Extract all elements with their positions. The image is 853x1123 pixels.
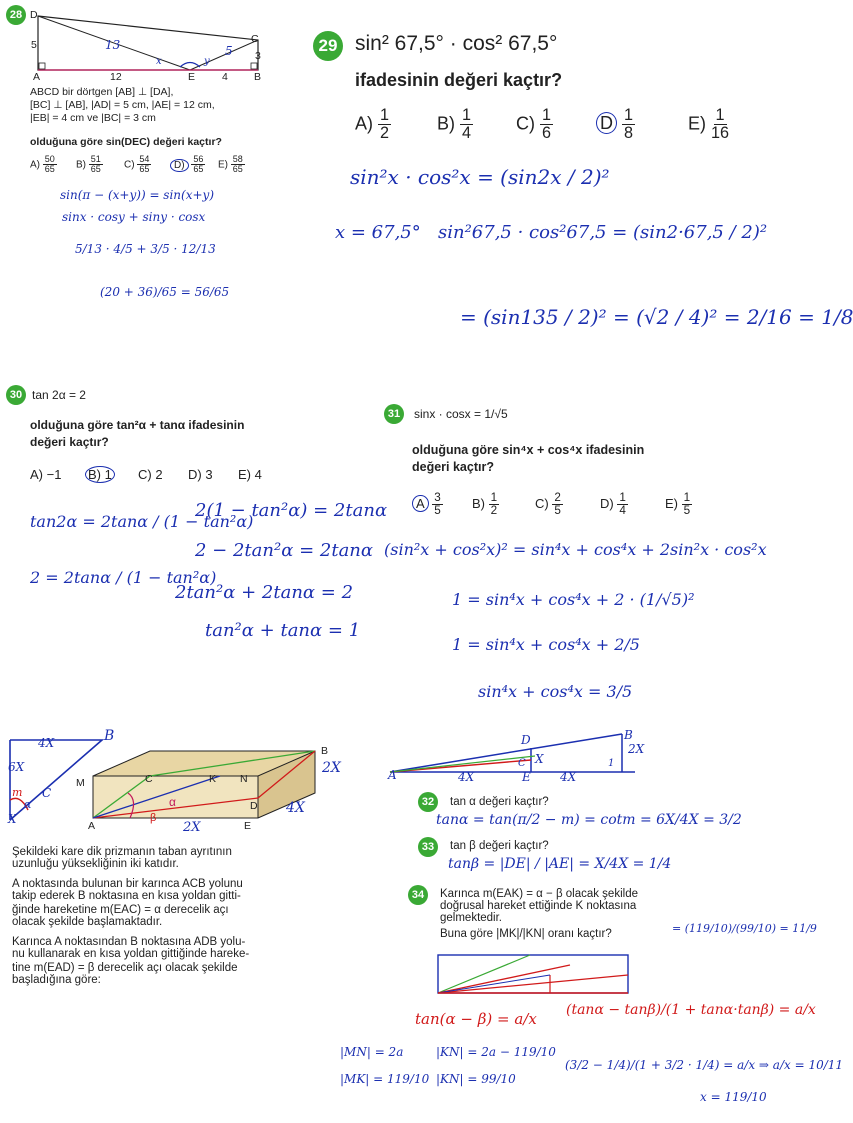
prism-label-b: B bbox=[321, 745, 329, 757]
sketch2-label-d: D bbox=[521, 733, 531, 747]
q28-work-3: 5/13 · 4/5 + 3/5 · 12/13 bbox=[75, 242, 216, 256]
question-number-34: 34 bbox=[408, 885, 428, 905]
q28-label-c: C bbox=[251, 33, 259, 45]
q34-ratio-answer: = (119/10)/(99/10) = 11/9 bbox=[672, 922, 817, 935]
q29-option-a[interactable]: A) $\frac{1}{2}$ bbox=[355, 106, 390, 142]
prism-side-label-1: 2X bbox=[322, 760, 341, 776]
q28-label-d: D bbox=[30, 9, 38, 21]
question-number-32: 32 bbox=[418, 792, 438, 812]
q31-option-a[interactable]: A $\frac{3}{5}$ bbox=[412, 492, 443, 518]
q30-work-1: tan2α = 2tanα / (1 − tan²α) bbox=[30, 512, 254, 531]
q30-work-3: 2(1 − tan²α) = 2tanα bbox=[195, 500, 388, 521]
prism-side-label-3: 2X bbox=[183, 820, 201, 835]
prism-para3-line2: nu kullanarak en kısa yoldan gittiğinde hareke- bbox=[12, 948, 250, 960]
prism-para2-line3: ğinde hareketine m(EAC) = α derecelik açı bbox=[12, 904, 229, 916]
q34-work-mk: |MK| = 119/10 bbox=[340, 1072, 430, 1086]
prism-para1-line2: uzunluğu yüksekliğinin iki katıdır. bbox=[12, 858, 179, 870]
prism-figure bbox=[90, 748, 350, 828]
q28-label-a: A bbox=[33, 71, 41, 83]
q29-question: ifadesinin değeri kaçtır? bbox=[355, 70, 563, 90]
q30-option-c[interactable]: C) 2 bbox=[138, 467, 163, 482]
sketch-label-4x: 4X bbox=[38, 736, 55, 750]
q29-option-b[interactable]: B) $\frac{1}{4}$ bbox=[437, 106, 472, 142]
q30-question-2: değeri kaçtır? bbox=[30, 435, 109, 449]
q34-work-mn: |MN| = 2a bbox=[340, 1045, 404, 1059]
q31-given: sinx · cosx = 1/√5 bbox=[414, 407, 508, 421]
sketch-label-m: m bbox=[12, 786, 23, 799]
q33-question: tan β değeri kaçtır? bbox=[450, 840, 549, 852]
q30-given: tan 2α = 2 bbox=[32, 388, 86, 402]
prism-label-n: N bbox=[240, 773, 248, 785]
q29-option-d[interactable]: D $\frac{1}{8}$ bbox=[596, 107, 635, 142]
q28-option-e[interactable]: E) $\frac{58}{65}$ bbox=[218, 154, 243, 175]
q31-option-d[interactable]: D) $\frac{1}{4}$ bbox=[600, 491, 626, 518]
q31-work-2: 1 = sin⁴x + cos⁴x + 2 · (1/√5)² bbox=[452, 590, 695, 609]
question-number-30: 30 bbox=[6, 385, 26, 405]
q29-work-2: x = 67,5° bbox=[335, 222, 421, 243]
q28-label-y: y bbox=[204, 56, 210, 67]
sketch-label-b: B bbox=[104, 728, 115, 744]
q34-work-kn1: |KN| = 2a − 119/10 bbox=[436, 1045, 556, 1059]
prism-para1-line1: Şekildeki kare dik prizmanın taban ayrıtının bbox=[12, 846, 232, 858]
q28-work-4: (20 + 36)/65 = 56/65 bbox=[100, 285, 230, 299]
q31-work-3: 1 = sin⁴x + cos⁴x + 2/5 bbox=[452, 635, 640, 654]
prism-angle-alpha: α bbox=[169, 795, 176, 809]
q29-work-4: = (sin135 / 2)² = (√2 / 4)² = 2/16 = 1/8 bbox=[460, 305, 853, 329]
sketch2-label-a: A bbox=[388, 768, 397, 782]
q29-option-c[interactable]: C) $\frac{1}{6}$ bbox=[516, 106, 552, 142]
q30-option-d[interactable]: D) 3 bbox=[188, 467, 213, 482]
q31-question-1: olduğuna göre sin⁴x + cos⁴x ifadesinin bbox=[412, 443, 645, 457]
q34-work-eq: (3/2 − 1/4)/(1 + 3/2 · 1/4) = a/x ⇒ a/x = 10/11 bbox=[565, 1058, 844, 1072]
q28-label-ad: 5 bbox=[31, 39, 37, 51]
q29-work-3: sin²67,5 · cos²67,5 = (sin2·67,5 / 2)² bbox=[438, 222, 768, 243]
q28-label-e: E bbox=[188, 71, 196, 83]
q30-option-b[interactable]: B) 1 bbox=[85, 467, 115, 482]
prism-para2-line4: olacak şekilde başlamaktadır. bbox=[12, 916, 163, 928]
sketch2-label-4x-1: 4X bbox=[458, 770, 475, 784]
prism-side-label-2: 4X bbox=[286, 800, 305, 816]
q28-label-eb: 4 bbox=[222, 71, 228, 83]
prism-para2-line2: takip ederek B noktasına en kısa yoldan gitti- bbox=[12, 890, 241, 902]
q30-option-a[interactable]: A) −1 bbox=[30, 467, 62, 482]
q31-option-b[interactable]: B) $\frac{1}{2}$ bbox=[472, 491, 498, 518]
prism-para2-line1: A noktasında bulunan bir karınca ACB yolunu bbox=[12, 878, 243, 890]
q33-work: tanβ = |DE| / |AE| = X/4X = 1/4 bbox=[448, 856, 672, 872]
q34-question-1: Karınca m(EAK) = α − β olacak şekilde bbox=[440, 888, 638, 900]
q28-option-b[interactable]: B) $\frac{51}{65}$ bbox=[76, 154, 101, 175]
sketch2-label-c: C bbox=[518, 758, 526, 769]
q28-option-c[interactable]: C) $\frac{54}{65}$ bbox=[124, 154, 150, 175]
q30-work-5: 2tan²α + 2tanα = 2 bbox=[175, 582, 354, 603]
q31-option-e[interactable]: E) $\frac{1}{5}$ bbox=[665, 491, 691, 518]
prism-label-c: C bbox=[145, 773, 153, 785]
q34-work-red-1: tan(α − β) = a/x bbox=[415, 1010, 537, 1028]
sketch-label-x: X bbox=[8, 812, 17, 826]
q30-question-1: olduğuna göre tan²α + tanα ifadesinin bbox=[30, 418, 245, 432]
prism-label-k: K bbox=[209, 773, 217, 785]
q28-label-x: x bbox=[156, 56, 162, 67]
q31-work-4: sin⁴x + cos⁴x = 3/5 bbox=[478, 682, 633, 701]
sketch-label-c: C bbox=[42, 786, 52, 800]
sketch2-label-b: B bbox=[624, 728, 633, 742]
sketch2-label-4x-2: 4X bbox=[560, 770, 577, 784]
prism-para3-line1: Karınca A noktasından B noktasına ADB yolu- bbox=[12, 936, 246, 948]
q28-label-b: B bbox=[254, 71, 262, 83]
prism-para3-line3: tine m(EAD) = β derecelik açı olacak şekilde bbox=[12, 962, 238, 974]
q28-label-5: 5 bbox=[225, 44, 233, 58]
q30-work-2: 2 = 2tanα / (1 − tan²α) bbox=[30, 568, 217, 587]
q28-given-2: [BC] ⊥ [AB], |AD| = 5 cm, |AE| = 12 cm, bbox=[30, 99, 215, 111]
q29-expression: sin² 67,5° · cos² 67,5° bbox=[355, 32, 558, 55]
prism-label-e: E bbox=[244, 820, 252, 832]
prism-angle-beta: β bbox=[150, 812, 157, 824]
q34-question-3: gelmektedir. bbox=[440, 912, 503, 924]
q28-work-2: sinx · cosy + siny · cosx bbox=[62, 210, 206, 224]
q34-question-2: doğrusal hareket ettiğinde K noktasına bbox=[440, 900, 637, 912]
q30-work-6: tan²α + tanα = 1 bbox=[205, 620, 361, 641]
sketch2-label-1: 1 bbox=[608, 758, 615, 769]
unfolded-sketch bbox=[385, 730, 645, 775]
q28-question: olduğuna göre sin(DEC) değeri kaçtır? bbox=[30, 136, 222, 148]
q28-given-1: ABCD bir dörtgen [AB] ⊥ [DA], bbox=[30, 86, 174, 98]
q29-option-e[interactable]: E) $\frac{1}{16}$ bbox=[688, 106, 730, 142]
sketch2-label-e: E bbox=[522, 770, 531, 784]
sketch2-label-2x: 2X bbox=[628, 742, 645, 756]
q30-option-e[interactable]: E) 4 bbox=[238, 467, 262, 482]
prism-label-d: D bbox=[250, 800, 258, 812]
q28-option-a[interactable]: A) $\frac{50}{65}$ bbox=[30, 154, 55, 175]
q32-question: tan α değeri kaçtır? bbox=[450, 796, 549, 808]
q28-work-1: sin(π − (x+y)) = sin(x+y) bbox=[60, 188, 214, 202]
q31-work-1: (sin²x + cos²x)² = sin⁴x + cos⁴x + 2sin²x · cos²x bbox=[384, 540, 767, 559]
sketch-label-alpha: α bbox=[24, 798, 32, 811]
q30-work-4: 2 − 2tan²α = 2tanα bbox=[195, 540, 374, 561]
q28-label-13: 13 bbox=[105, 38, 121, 52]
q31-option-c[interactable]: C) $\frac{2}{5}$ bbox=[535, 491, 561, 518]
prism-label-m: M bbox=[76, 777, 85, 789]
question-number-33: 33 bbox=[418, 837, 438, 857]
q34-work-x: x = 119/10 bbox=[700, 1090, 767, 1104]
sketch2-label-x: X bbox=[535, 752, 544, 766]
q34-ratio-text: Buna göre |MK|/|KN| oranı kaçtır? bbox=[440, 928, 612, 940]
q29-work-1: sin²x · cos²x = (sin2x / 2)² bbox=[350, 165, 610, 189]
q32-work: tanα = tan(π/2 − m) = cotm = 6X/4X = 3/2 bbox=[436, 812, 742, 828]
question-number-28: 28 bbox=[6, 5, 26, 25]
question-number-31: 31 bbox=[384, 404, 404, 424]
prism-label-a: A bbox=[88, 820, 96, 832]
sketch-label-6x: 6X bbox=[8, 760, 25, 774]
prism-para3-line4: başladığına göre: bbox=[12, 974, 101, 986]
q28-label-bc: 3 bbox=[255, 50, 261, 62]
q31-question-2: değeri kaçtır? bbox=[412, 460, 494, 474]
question-number-29: 29 bbox=[313, 31, 343, 61]
q34-work-kn2: |KN| = 99/10 bbox=[436, 1072, 516, 1086]
q34-work-red-2: (tanα − tanβ)/(1 + tanα·tanβ) = a/x bbox=[566, 1002, 816, 1018]
q28-option-d[interactable]: D) $\frac{56}{65}$ bbox=[170, 155, 205, 175]
q28-given-3: |EB| = 4 cm ve |BC| = 3 cm bbox=[30, 112, 156, 124]
q28-label-ae: 12 bbox=[110, 71, 122, 83]
